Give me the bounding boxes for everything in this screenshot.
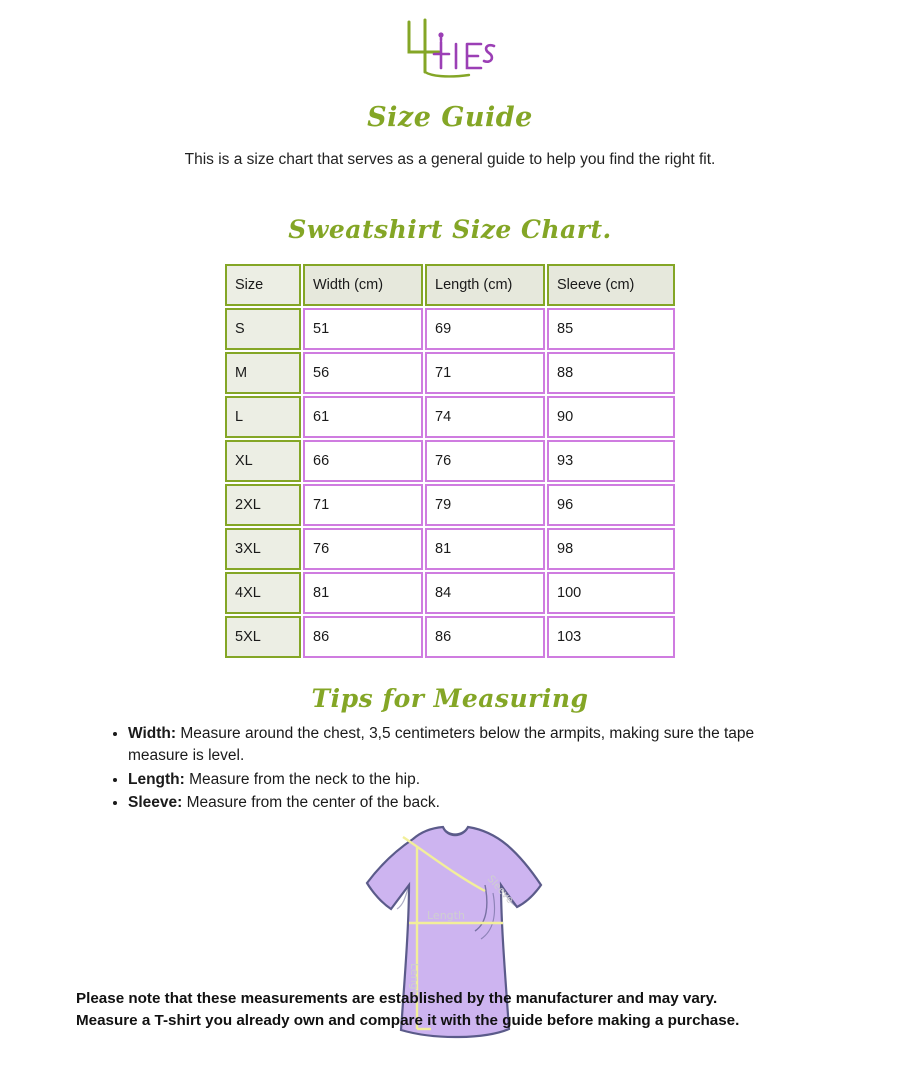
cell-sleeve: 96 xyxy=(547,484,675,526)
tip-text-sleeve: Measure from the center of the back. xyxy=(182,794,440,812)
cell-sleeve: 103 xyxy=(547,616,675,658)
table-row xyxy=(225,396,675,438)
footer-note-line1: Please note that these measurements are established by the manufacturer and may vary. xyxy=(76,989,718,1007)
column-header-width: Width (cm) xyxy=(303,264,423,306)
column-header-size: Size xyxy=(225,264,301,306)
cell-width: 76 xyxy=(303,528,423,570)
list-item xyxy=(128,792,790,814)
table-header xyxy=(225,264,675,306)
tip-label-width: Width: xyxy=(128,725,177,742)
cell-sleeve: 93 xyxy=(547,440,675,482)
cell-size: S xyxy=(225,308,301,350)
cell-width: 61 xyxy=(303,396,423,438)
cell-length: 76 xyxy=(425,440,545,482)
cell-size: M xyxy=(225,352,301,394)
footer-note xyxy=(76,988,840,1032)
tip-label-sleeve: Sleeve: xyxy=(128,794,183,812)
cell-width: 66 xyxy=(303,440,423,482)
cell-length: 71 xyxy=(425,352,545,394)
list-item xyxy=(128,769,790,791)
label-sleeve: Sleeve xyxy=(484,873,516,906)
cell-sleeve: 90 xyxy=(547,396,675,438)
tips-title: Tips for Measuring xyxy=(311,684,589,713)
logo-container xyxy=(0,0,900,80)
column-header-length: Length (cm) xyxy=(425,264,545,306)
table-row xyxy=(225,308,675,350)
4-ties-logo xyxy=(395,18,505,80)
cell-sleeve: 100 xyxy=(547,572,675,614)
cell-width: 81 xyxy=(303,572,423,614)
footer-note-line2: Measure a T-shirt you already own and compare it with the guide before making a purchase. xyxy=(76,1011,740,1029)
list-item xyxy=(128,723,790,768)
table-header-row xyxy=(225,264,675,306)
label-length-top: Length xyxy=(427,908,465,922)
table-row xyxy=(225,352,675,394)
size-chart-table xyxy=(223,262,677,660)
cell-size: 5XL xyxy=(225,616,301,658)
cell-width: 56 xyxy=(303,352,423,394)
cell-width: 51 xyxy=(303,308,423,350)
cell-length: 81 xyxy=(425,528,545,570)
table-row xyxy=(225,528,675,570)
cell-size: 2XL xyxy=(225,484,301,526)
table-row xyxy=(225,440,675,482)
cell-sleeve: 98 xyxy=(547,528,675,570)
table-row xyxy=(225,616,675,658)
cell-size: XL xyxy=(225,440,301,482)
table-body xyxy=(225,308,675,658)
cell-sleeve: 88 xyxy=(547,352,675,394)
table-row xyxy=(225,484,675,526)
tip-text-length: Measure from the neck to the hip. xyxy=(184,770,421,788)
cell-width: 71 xyxy=(303,484,423,526)
cell-length: 74 xyxy=(425,396,545,438)
table-row xyxy=(225,572,675,614)
intro-text: This is a size chart that serves as a general guide to help you find the right fit. xyxy=(184,151,716,168)
label-length-side: Length xyxy=(408,962,421,1001)
cell-length: 69 xyxy=(425,308,545,350)
column-header-sleeve: Sleeve (cm) xyxy=(547,264,675,306)
cell-size: 4XL xyxy=(225,572,301,614)
cell-width: 86 xyxy=(303,616,423,658)
chart-title: Sweatshirt Size Chart. xyxy=(288,215,612,244)
cell-length: 86 xyxy=(425,616,545,658)
page-title: Size Guide xyxy=(367,102,533,133)
cell-length: 84 xyxy=(425,572,545,614)
size-table-container xyxy=(0,262,900,660)
cell-sleeve: 85 xyxy=(547,308,675,350)
tip-label-length: Length: xyxy=(128,770,185,788)
cell-size: L xyxy=(225,396,301,438)
cell-size: 3XL xyxy=(225,528,301,570)
cell-length: 79 xyxy=(425,484,545,526)
tips-list xyxy=(0,723,900,815)
tip-text-width: Measure around the chest, 3,5 centimeters below the armpits, making sure the tape measure is level. xyxy=(128,725,755,765)
